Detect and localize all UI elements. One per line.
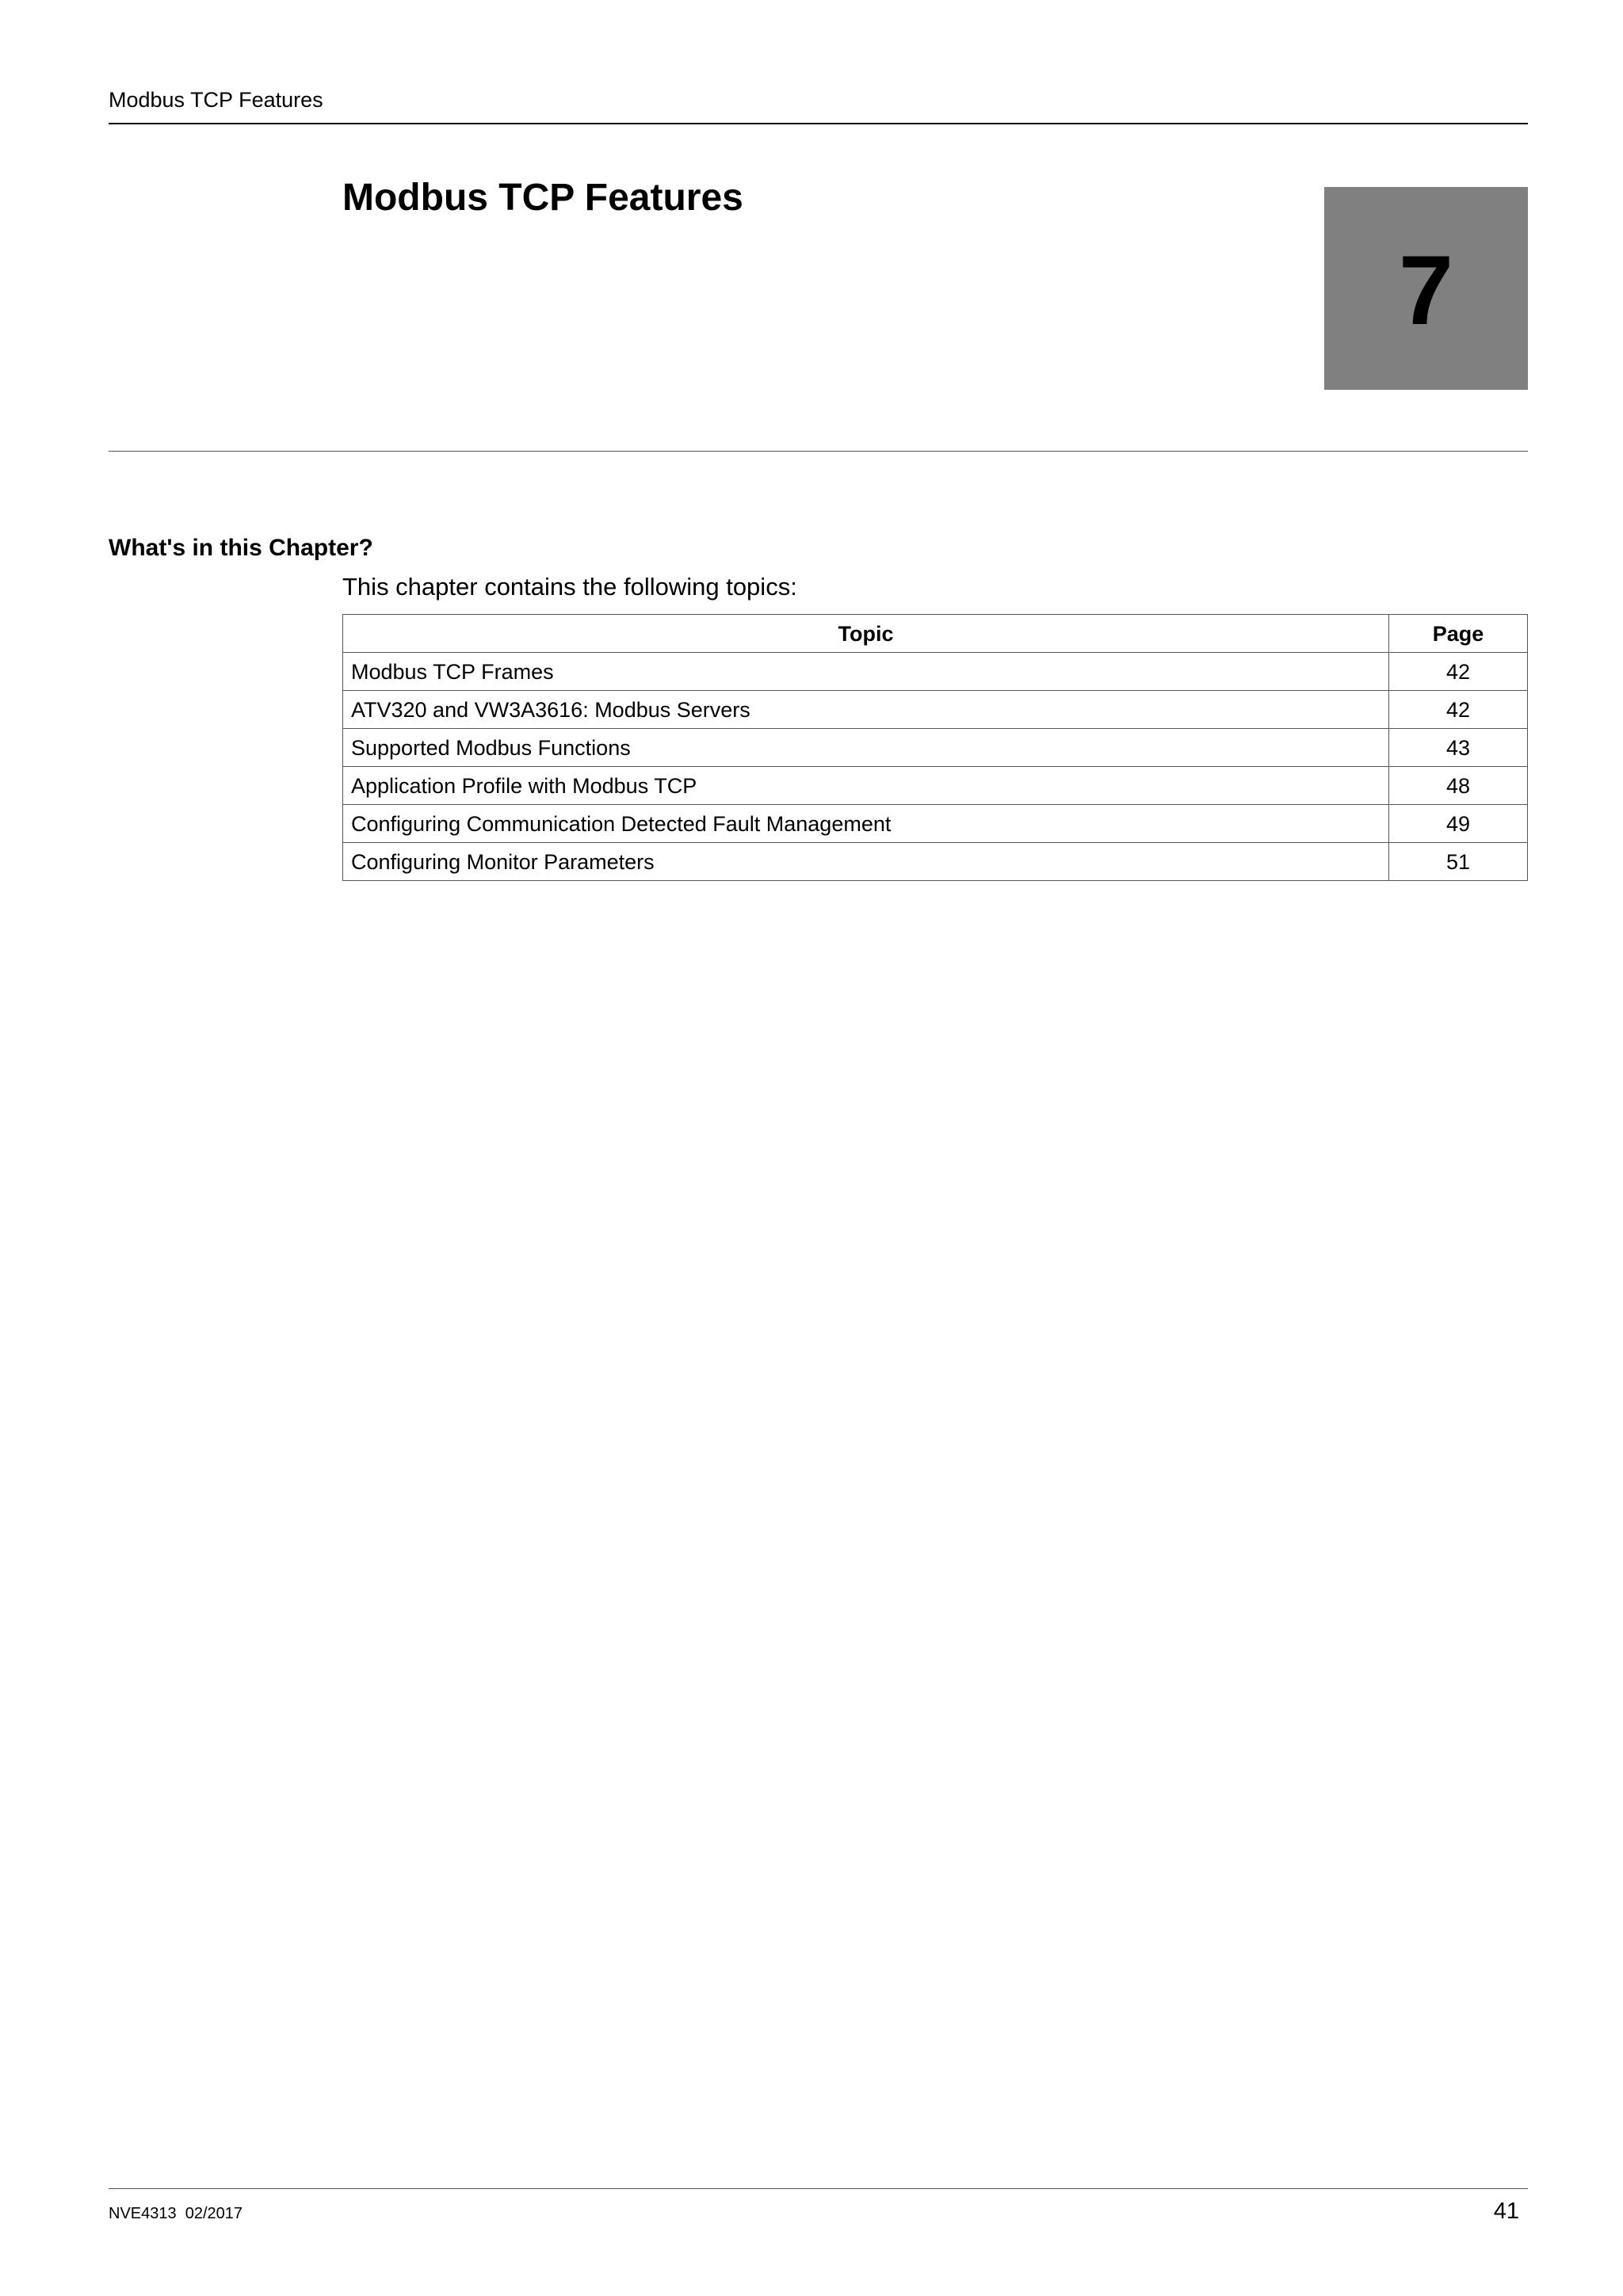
topic-cell[interactable]: ATV320 and VW3A3616: Modbus Servers <box>343 691 1389 729</box>
chapter-number: 7 <box>1399 236 1453 345</box>
topic-cell[interactable]: Configuring Monitor Parameters <box>343 843 1389 881</box>
chapter-divider <box>109 451 1528 452</box>
section-heading: What's in this Chapter? <box>109 535 373 561</box>
table-header-row <box>343 615 1528 653</box>
topics-table <box>342 614 1528 881</box>
footer-doc-ref: NVE4313 02/2017 <box>109 2205 243 2222</box>
intro-text: This chapter contains the following topics: <box>342 573 797 601</box>
chapter-number-box <box>1324 187 1528 390</box>
table-row <box>343 691 1528 729</box>
chapter-title: Modbus TCP Features <box>342 177 743 219</box>
footer-divider <box>109 2188 1528 2189</box>
page-cell[interactable]: 42 <box>1389 653 1528 691</box>
table-row <box>343 805 1528 843</box>
page-cell[interactable]: 51 <box>1389 843 1528 881</box>
page-cell[interactable]: 49 <box>1389 805 1528 843</box>
table-row <box>343 843 1528 881</box>
running-header: Modbus TCP Features <box>109 88 323 112</box>
table-row <box>343 729 1528 767</box>
footer-page-number: 41 <box>1493 2199 1519 2224</box>
page-cell[interactable]: 48 <box>1389 767 1528 805</box>
header-divider <box>109 123 1528 124</box>
column-header-topic: Topic <box>343 615 1389 653</box>
page-cell[interactable]: 42 <box>1389 691 1528 729</box>
table-row <box>343 767 1528 805</box>
page-cell[interactable]: 43 <box>1389 729 1528 767</box>
table-row <box>343 653 1528 691</box>
topic-cell[interactable]: Configuring Communication Detected Fault Management <box>343 805 1389 843</box>
topic-cell[interactable]: Application Profile with Modbus TCP <box>343 767 1389 805</box>
topic-cell[interactable]: Modbus TCP Frames <box>343 653 1389 691</box>
column-header-page: Page <box>1389 615 1528 653</box>
topic-cell[interactable]: Supported Modbus Functions <box>343 729 1389 767</box>
